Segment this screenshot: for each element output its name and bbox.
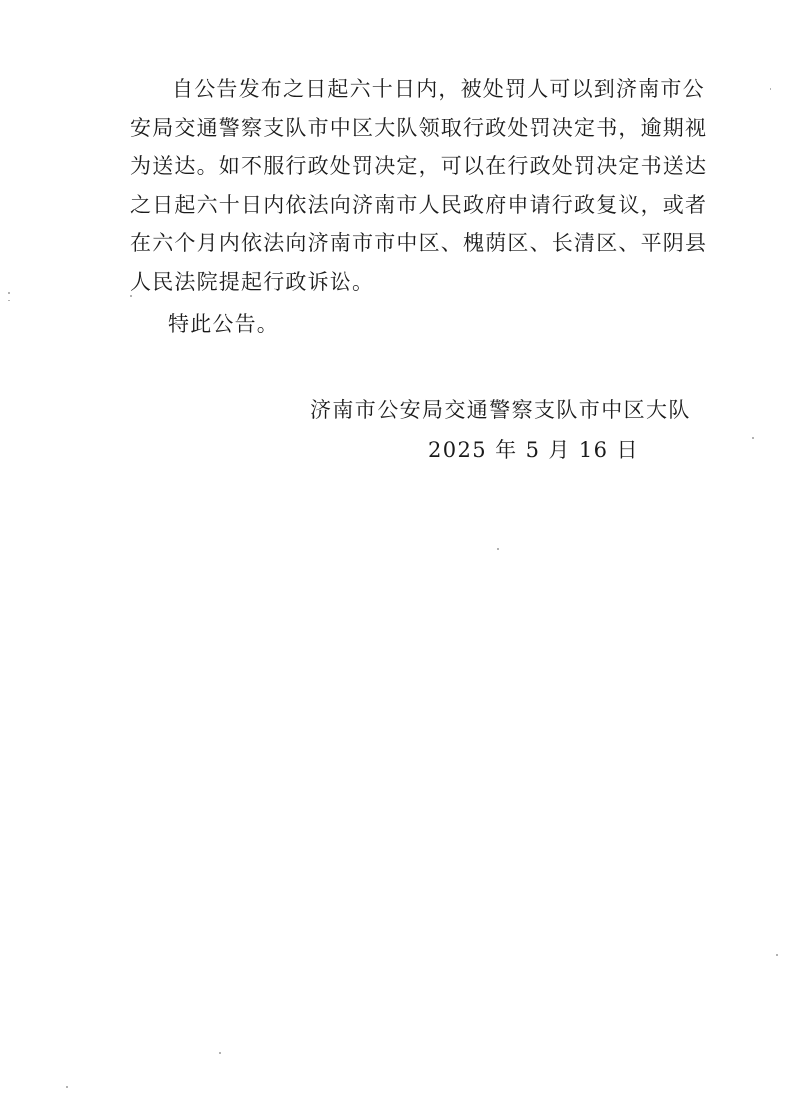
paragraph-line: 自公告发布之日起六十日内，被处罚人可以到济南市公: [172, 77, 705, 101]
paragraph-line: 安局交通警察支队市中区大队领取行政处罚决定书，逾期视: [130, 115, 708, 140]
paragraph-line: 为送达。如不服行政处罚决定，可以在行政处罚决定书送达: [130, 154, 708, 178]
paragraph-line: 之日起六十日内依法向济南市人民政府申请行政复议，或者: [130, 192, 708, 217]
paragraph-line: 在六个月内依法向济南市市中区、槐荫区、长清区、平阴县: [130, 231, 708, 255]
scan-speck: [8, 292, 10, 294]
paragraph-line: 人民法院提起行政诉讼。: [130, 269, 375, 294]
closing-text: 特此公告。: [168, 312, 279, 336]
scan-speck: [497, 548, 499, 550]
signature-block: [310, 390, 690, 470]
notice-paragraph: [130, 70, 708, 301]
scan-speck: [219, 1052, 221, 1054]
issue-date: 2025 年 5 月 16 日: [428, 438, 639, 462]
scan-speck: [776, 954, 778, 956]
issuing-organization: 济南市公安局交通警察支队市中区大队: [310, 398, 691, 422]
scan-speck: [8, 300, 10, 301]
scan-speck: [752, 437, 754, 439]
scan-speck: [130, 295, 132, 297]
scan-speck: [770, 88, 771, 90]
scan-speck: [66, 1086, 68, 1088]
